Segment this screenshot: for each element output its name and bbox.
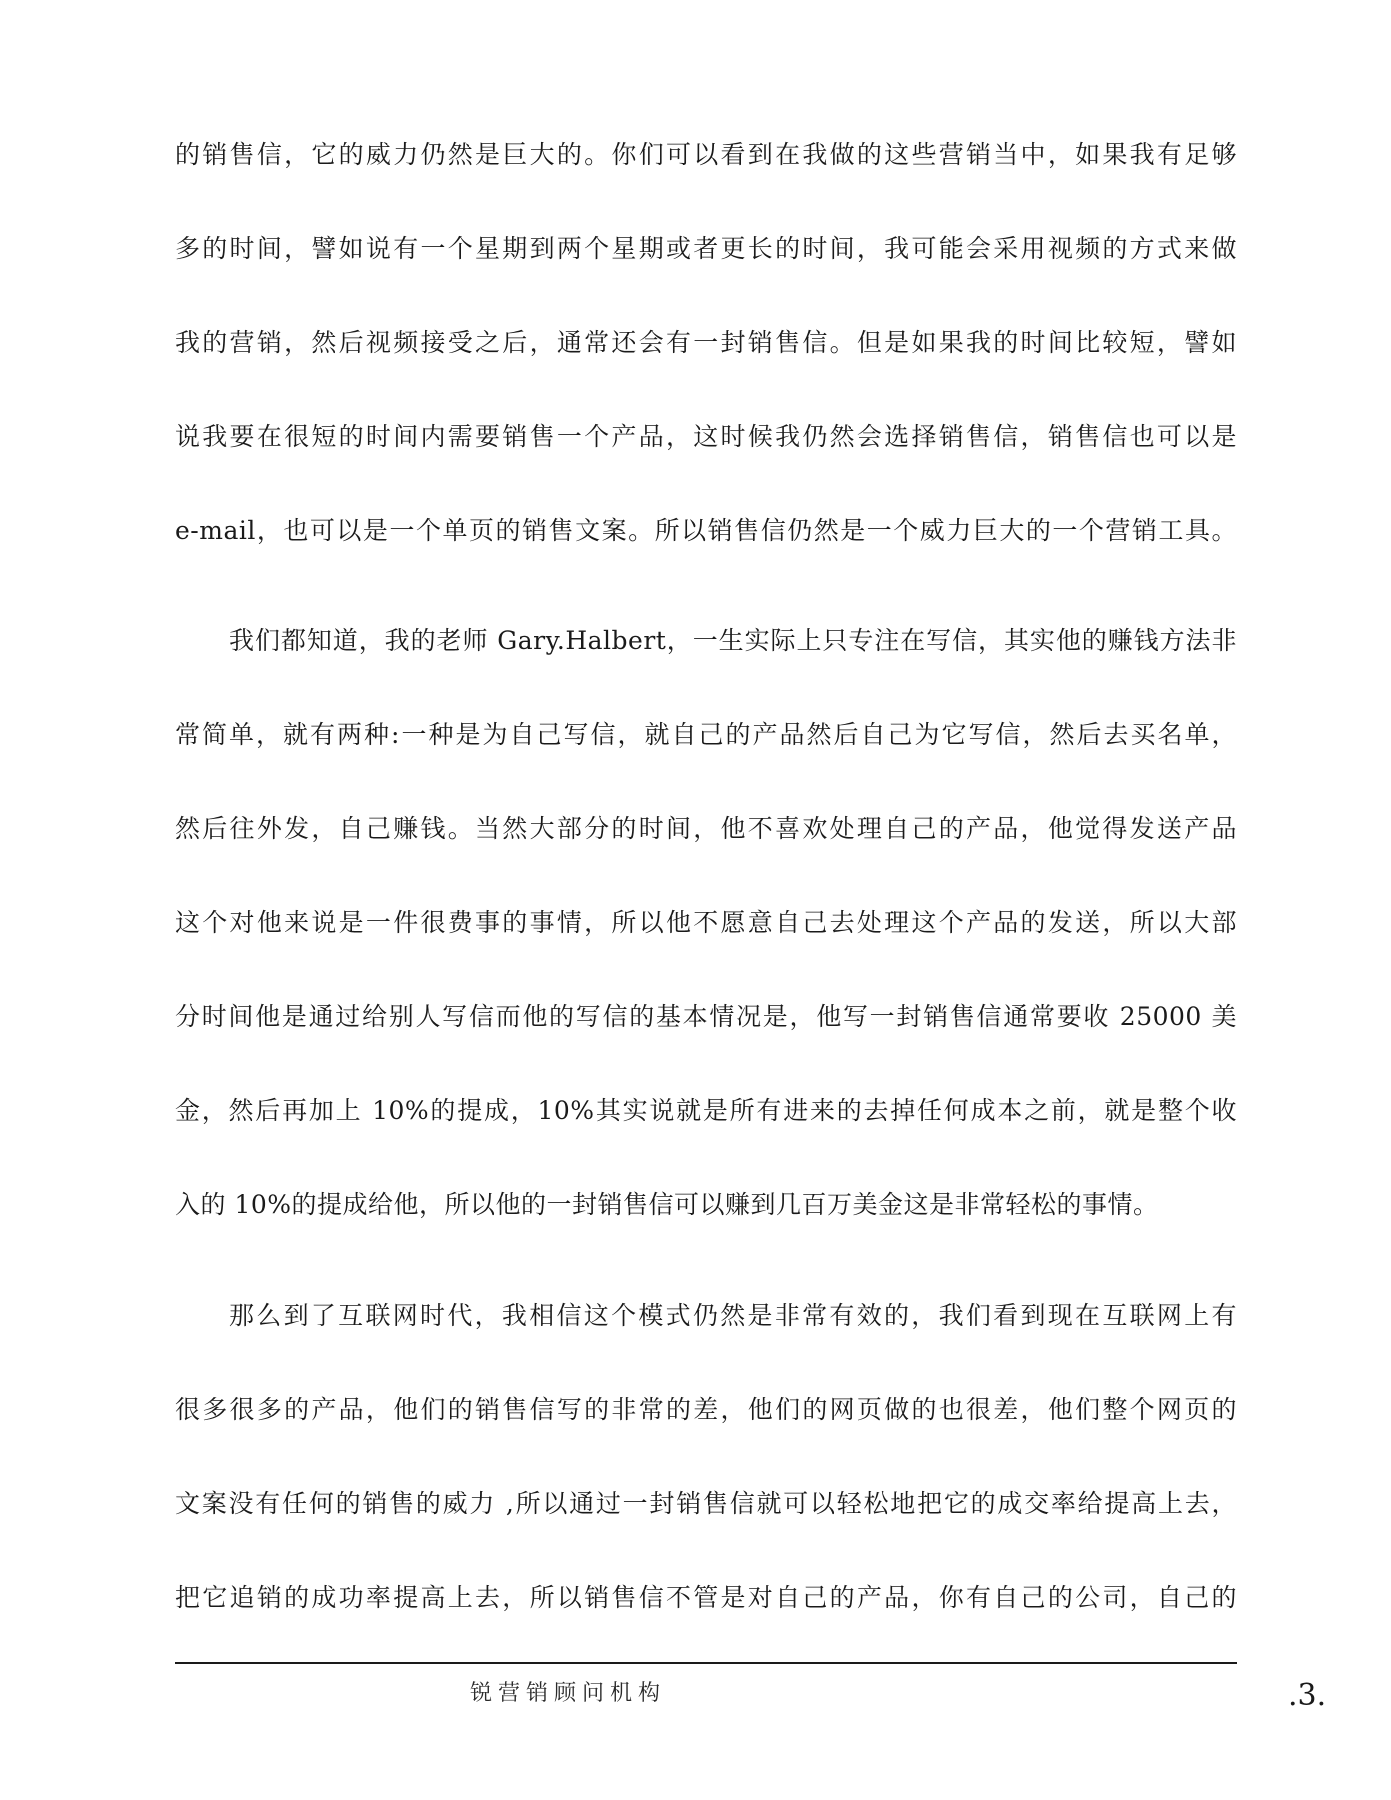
text-line: 常简单，就有两种:一种是为自己写信，就自己的产品然后自己为它写信，然后去买名单， (175, 720, 1237, 749)
text-line: 的销售信，它的威力仍然是巨大的。你们可以看到在我做的这些营销当中，如果我有足够 (175, 140, 1237, 169)
text-line: 说我要在很短的时间内需要销售一个产品，这时候我仍然会选择销售信，销售信也可以是 (175, 422, 1237, 451)
page-number: .3. (1288, 1678, 1327, 1713)
text-line: 分时间他是通过给别人写信而他的写信的基本情况是，他写一封销售信通常要收 25000 美 (175, 1002, 1237, 1031)
footer-organization: 锐营销顾问机构 (470, 1681, 667, 1706)
text-line: 文案没有任何的销售的威力 ,所以通过一封销售信就可以轻松地把它的成交率给提高上去， (175, 1489, 1237, 1518)
paragraph-3 (175, 1269, 1237, 1645)
text-line: 入的 10%的提成给他，所以他的一封销售信可以赚到几百万美金这是非常轻松的事情。 (175, 1190, 1159, 1219)
text-line: 然后往外发，自己赚钱。当然大部分的时间，他不喜欢处理自己的产品，他觉得发送产品 (175, 814, 1237, 843)
text-line: 很多很多的产品，他们的销售信写的非常的差，他们的网页做的也很差，他们整个网页的 (175, 1395, 1237, 1424)
text-line: 我们都知道，我的老师 Gary.Halbert，一生实际上只专注在写信，其实他的赚钱方法非 (229, 626, 1237, 655)
text-line: 把它追销的成功率提高上去，所以销售信不管是对自己的产品，你有自己的公司，自己的 (175, 1583, 1237, 1612)
text-line: 那么到了互联网时代，我相信这个模式仍然是非常有效的，我们看到现在互联网上有 (229, 1301, 1237, 1330)
text-line: 这个对他来说是一件很费事的事情，所以他不愿意自己去处理这个产品的发送，所以大部 (175, 908, 1237, 937)
paragraph-2 (175, 594, 1237, 1252)
text-line: 我的营销，然后视频接受之后，通常还会有一封销售信。但是如果我的时间比较短，譬如 (175, 328, 1237, 357)
text-line: 多的时间，譬如说有一个星期到两个星期或者更长的时间，我可能会采用视频的方式来做 (175, 234, 1237, 263)
paragraph-1 (175, 108, 1237, 578)
text-line: 金，然后再加上 10%的提成，10%其实说就是所有进来的去掉任何成本之前，就是整个收 (175, 1096, 1237, 1125)
text-line: e-mail，也可以是一个单页的销售文案。所以销售信仍然是一个威力巨大的一个营销工具。 (175, 516, 1237, 545)
footer-divider (175, 1662, 1237, 1664)
